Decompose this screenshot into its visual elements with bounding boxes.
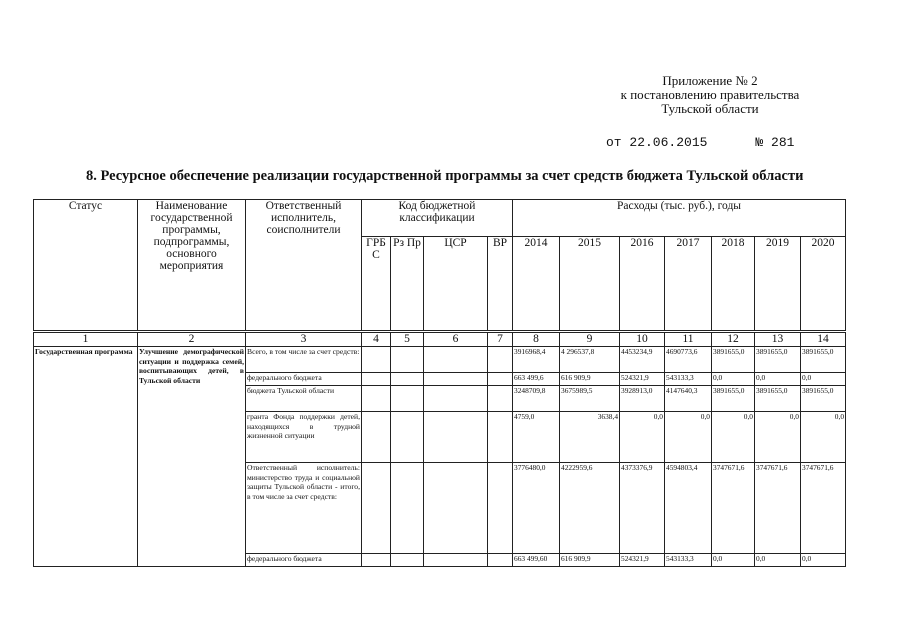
grbs-cell xyxy=(362,554,391,567)
header-year: 2019 xyxy=(755,237,801,332)
value-cell: 3248709,8 xyxy=(513,386,560,412)
csr-cell xyxy=(424,347,488,373)
csr-cell xyxy=(424,554,488,567)
header-grbs: ГРБ С xyxy=(362,237,391,332)
value-cell: 0,0 xyxy=(755,412,801,463)
rzpr-cell xyxy=(391,412,424,463)
value-cell: 0,0 xyxy=(801,554,846,567)
column-number: 7 xyxy=(488,332,513,347)
appendix-line: к постановлению правительства xyxy=(620,87,800,102)
column-number: 3 xyxy=(246,332,362,347)
value-cell: 4147640,3 xyxy=(665,386,712,412)
rzpr-cell xyxy=(391,463,424,554)
vr-cell xyxy=(488,412,513,463)
grbs-cell xyxy=(362,412,391,463)
value-cell: 3891655,0 xyxy=(755,386,801,412)
header-budget-code: Код бюджетной классификации xyxy=(362,200,513,237)
appendix-line: Приложение № 2 xyxy=(662,73,758,88)
value-cell: 524321,9 xyxy=(620,373,665,386)
value-cell: 4222959,6 xyxy=(560,463,620,554)
value-cell: 3891655,0 xyxy=(801,347,846,373)
header-name: Наименование государственной программы, подпрограммы, основного мероприятия xyxy=(138,200,246,332)
grbs-cell xyxy=(362,463,391,554)
header-year: 2014 xyxy=(513,237,560,332)
value-cell: 0,0 xyxy=(801,373,846,386)
row-label: бюджета Тульской области xyxy=(246,386,362,412)
value-cell: 4759,0 xyxy=(513,412,560,463)
column-number: 5 xyxy=(391,332,424,347)
resource-table xyxy=(33,199,846,567)
rzpr-cell xyxy=(391,347,424,373)
header-expenses: Расходы (тыс. руб.), годы xyxy=(513,200,846,237)
header-year: 2015 xyxy=(560,237,620,332)
value-cell: 3928913,0 xyxy=(620,386,665,412)
header-year: 2018 xyxy=(712,237,755,332)
decree-line xyxy=(606,135,794,150)
header-year: 2020 xyxy=(801,237,846,332)
header-rzpr: Рз Пр xyxy=(391,237,424,332)
value-cell: 4373376,9 xyxy=(620,463,665,554)
rzpr-cell xyxy=(391,386,424,412)
row-label: федерального бюджета xyxy=(246,373,362,386)
value-cell: 616 909,9 xyxy=(560,554,620,567)
program-name-cell: Улучшение демографической ситуации и поддержка семей, воспитывающих детей, в Тульской области xyxy=(138,347,246,567)
header-responsible: Ответственный исполнитель, соисполнители xyxy=(246,200,362,332)
value-cell: 0,0 xyxy=(620,412,665,463)
vr-cell xyxy=(488,347,513,373)
value-cell: 3891655,0 xyxy=(755,347,801,373)
row-label: гранта Фонда поддержки детей, находящихся в трудной жизненной ситуации xyxy=(246,412,362,463)
column-number: 4 xyxy=(362,332,391,347)
column-number: 8 xyxy=(513,332,560,347)
value-cell: 4594803,4 xyxy=(665,463,712,554)
value-cell: 3747671,6 xyxy=(712,463,755,554)
value-cell: 3891655,0 xyxy=(801,386,846,412)
vr-cell xyxy=(488,386,513,412)
csr-cell xyxy=(424,412,488,463)
column-number-row xyxy=(34,332,846,347)
column-number: 11 xyxy=(665,332,712,347)
value-cell: 0,0 xyxy=(712,373,755,386)
header-year: 2016 xyxy=(620,237,665,332)
value-cell: 3891655,0 xyxy=(712,386,755,412)
header-csr: ЦСР xyxy=(424,237,488,332)
value-cell: 524321,9 xyxy=(620,554,665,567)
table-row xyxy=(34,347,846,373)
grbs-cell xyxy=(362,386,391,412)
value-cell: 3776480,0 xyxy=(513,463,560,554)
value-cell: 0,0 xyxy=(755,373,801,386)
value-cell: 4 296537,8 xyxy=(560,347,620,373)
value-cell: 543133,3 xyxy=(665,554,712,567)
column-number: 9 xyxy=(560,332,620,347)
csr-cell xyxy=(424,463,488,554)
csr-cell xyxy=(424,373,488,386)
column-number: 2 xyxy=(138,332,246,347)
header-year: 2017 xyxy=(665,237,712,332)
value-cell: 0,0 xyxy=(665,412,712,463)
column-number: 1 xyxy=(34,332,138,347)
value-cell: 663 499,60 xyxy=(513,554,560,567)
value-cell: 3916968,4 xyxy=(513,347,560,373)
vr-cell xyxy=(488,373,513,386)
status-cell: Государственная программа xyxy=(34,347,138,567)
row-label: Всего, в том числе за счет средств: xyxy=(246,347,362,373)
value-cell: 4690773,6 xyxy=(665,347,712,373)
grbs-cell xyxy=(362,373,391,386)
header-status: Статус xyxy=(34,200,138,332)
column-number: 12 xyxy=(712,332,755,347)
vr-cell xyxy=(488,554,513,567)
value-cell: 3891655,0 xyxy=(712,347,755,373)
csr-cell xyxy=(424,386,488,412)
value-cell: 4453234,9 xyxy=(620,347,665,373)
decree-number: № 281 xyxy=(755,135,795,150)
value-cell: 3747671,6 xyxy=(755,463,801,554)
rzpr-cell xyxy=(391,373,424,386)
document-title: 8. Ресурсное обеспечение реализации государственной программы за счет средств бюджета Тульской области xyxy=(86,168,804,184)
value-cell: 663 499,6 xyxy=(513,373,560,386)
column-number: 13 xyxy=(755,332,801,347)
value-cell: 543133,3 xyxy=(665,373,712,386)
row-label: Ответственный исполнитель: министерство труда и социальной защиты Тульской области - итого, в том числе за счет средств: xyxy=(246,463,362,554)
column-number: 14 xyxy=(801,332,846,347)
row-label: федерального бюджета xyxy=(246,554,362,567)
value-cell: 0,0 xyxy=(755,554,801,567)
grbs-cell xyxy=(362,347,391,373)
appendix-block xyxy=(560,74,860,116)
value-cell: 616 909,9 xyxy=(560,373,620,386)
vr-cell xyxy=(488,463,513,554)
value-cell: 0,0 xyxy=(712,412,755,463)
column-number: 10 xyxy=(620,332,665,347)
value-cell: 0,0 xyxy=(712,554,755,567)
decree-date: от 22.06.2015 xyxy=(606,135,708,150)
appendix-line: Тульской области xyxy=(661,101,759,116)
value-cell: 0,0 xyxy=(801,412,846,463)
column-number: 6 xyxy=(424,332,488,347)
value-cell: 3747671,6 xyxy=(801,463,846,554)
header-vr: ВР xyxy=(488,237,513,332)
value-cell: 3675989,5 xyxy=(560,386,620,412)
rzpr-cell xyxy=(391,554,424,567)
value-cell: 3638,4 xyxy=(560,412,620,463)
